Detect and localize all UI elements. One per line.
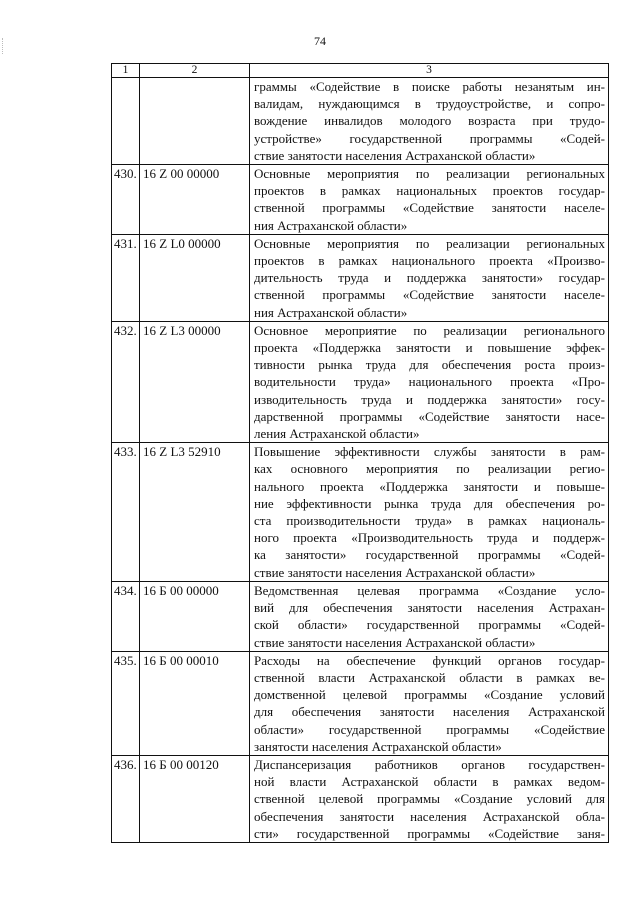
description-line: ной власти Астраханской области в рамках ведом- [254, 774, 605, 790]
row-number: 430. [112, 165, 140, 235]
column-header: 1 [112, 64, 140, 78]
classification-code [140, 78, 250, 165]
column-header: 3 [250, 64, 609, 78]
description-cell [250, 755, 609, 842]
description-line: Ведомственная целевая программа «Создание усло- [254, 582, 605, 598]
description-cell [250, 321, 609, 442]
classification-code: 16 Z L0 00000 [140, 234, 250, 321]
description-line: области» государственной программы «Содействие [254, 721, 605, 737]
description-line: ния Астраханской области» [254, 217, 408, 233]
description-line: ного проекта «Производительность труда и поддерж- [254, 530, 605, 546]
description-line: нального проекта «Поддержка занятости и повыше- [254, 478, 605, 494]
description-line: ствие занятости населения Астраханской области» [254, 147, 536, 163]
table-header-row [112, 64, 609, 78]
description-line: водительности труда» национального проекта «Про- [254, 374, 605, 390]
description-line: изводительность труда и поддержка занятости» госу- [254, 391, 605, 407]
description-line: Повышение эффективности службы занятости в рам- [254, 444, 605, 460]
description-line: ственной целевой программы «Создание условий для [254, 791, 605, 807]
description-line: для обеспечения занятости населения Астраханской [254, 704, 605, 720]
description-line: домственной целевой программы «Создание условий [254, 687, 605, 703]
row-number: 433. [112, 443, 140, 582]
description-line: сти» государственной программы «Содействие заня- [254, 825, 605, 841]
description-line: ка занятости» государственной программы «Содей- [254, 547, 605, 563]
table-row [112, 651, 609, 755]
column-header: 2 [140, 64, 250, 78]
row-number: 432. [112, 321, 140, 442]
description-cell [250, 234, 609, 321]
table-row [112, 755, 609, 842]
row-number: 436. [112, 755, 140, 842]
classification-code: 16 Z L3 00000 [140, 321, 250, 442]
description-line: ствие занятости населения Астраханской области» [254, 564, 536, 580]
description-line: Расходы на обеспечение функций органов государ- [254, 652, 605, 668]
description-cell [250, 165, 609, 235]
classification-code: 16 Б 00 00010 [140, 651, 250, 755]
classification-code: 16 Z L3 52910 [140, 443, 250, 582]
description-line: ственной программы «Содействие занятости населе- [254, 287, 605, 303]
description-line: ствие занятости населения Астраханской области» [254, 634, 536, 650]
description-line: валидам, нуждающимся в трудоустройстве, и сопро- [254, 96, 605, 112]
description-cell [250, 651, 609, 755]
budget-classification-table [111, 63, 609, 843]
description-line: ста производительности труда» в рамках националь- [254, 513, 605, 529]
table-row [112, 321, 609, 442]
row-number: 434. [112, 581, 140, 651]
row-number [112, 78, 140, 165]
table-row [112, 165, 609, 235]
row-number: 435. [112, 651, 140, 755]
description-cell [250, 581, 609, 651]
description-line: вий для обеспечения занятости населения Астрахан- [254, 600, 605, 616]
row-number: 431. [112, 234, 140, 321]
description-cell [250, 443, 609, 582]
description-line: ской области» государственной программы «Содей- [254, 617, 605, 633]
description-line: устройстве» государственной программы «Содей- [254, 130, 605, 146]
description-line: проекта «Поддержка занятости и повышение эффек- [254, 340, 605, 356]
description-line: Основные мероприятия по реализации региональных [254, 235, 605, 251]
description-line: ках основного мероприятия по реализации регио- [254, 461, 605, 477]
page-number: 74 [314, 34, 326, 48]
table-row [112, 234, 609, 321]
classification-code: 16 Z 00 00000 [140, 165, 250, 235]
description-cell [250, 78, 609, 165]
table-row [112, 443, 609, 582]
description-line: дительность труда и поддержка занятости» государ- [254, 270, 605, 286]
description-line: ственной программы «Содействие занятости населе- [254, 200, 605, 216]
description-line: проектов в рамках национальных проектов государ- [254, 183, 605, 199]
description-line: проектов в рамках национального проекта «Произво- [254, 253, 605, 269]
description-line: ния Астраханской области» [254, 304, 408, 320]
classification-code: 16 Б 00 00120 [140, 755, 250, 842]
description-line: занятости населения Астраханской области» [254, 738, 502, 754]
description-line: дарственной программы «Содействие занятости насе- [254, 408, 605, 424]
description-line: вождение инвалидов молодого возраста при трудо- [254, 113, 605, 129]
classification-code: 16 Б 00 00000 [140, 581, 250, 651]
description-line: Основное мероприятие по реализации регионального [254, 322, 605, 338]
table-row [112, 581, 609, 651]
description-line: тивности рынка труда для обеспечения роста произ- [254, 357, 605, 373]
description-line: обеспечения занятости населения Астраханской обла- [254, 808, 605, 824]
table-row [112, 78, 609, 165]
description-line: граммы «Содействие в поиске работы незанятым ин- [254, 79, 605, 94]
description-line: ние эффективности рынка труда для обеспечения ро- [254, 495, 605, 511]
description-line: Основные мероприятия по реализации региональных [254, 166, 605, 182]
description-line: ления Астраханской области» [254, 426, 420, 442]
description-line: Диспансеризация работников органов государствен- [254, 756, 605, 772]
description-line: ственной власти Астраханской области в рамках ве- [254, 669, 605, 685]
